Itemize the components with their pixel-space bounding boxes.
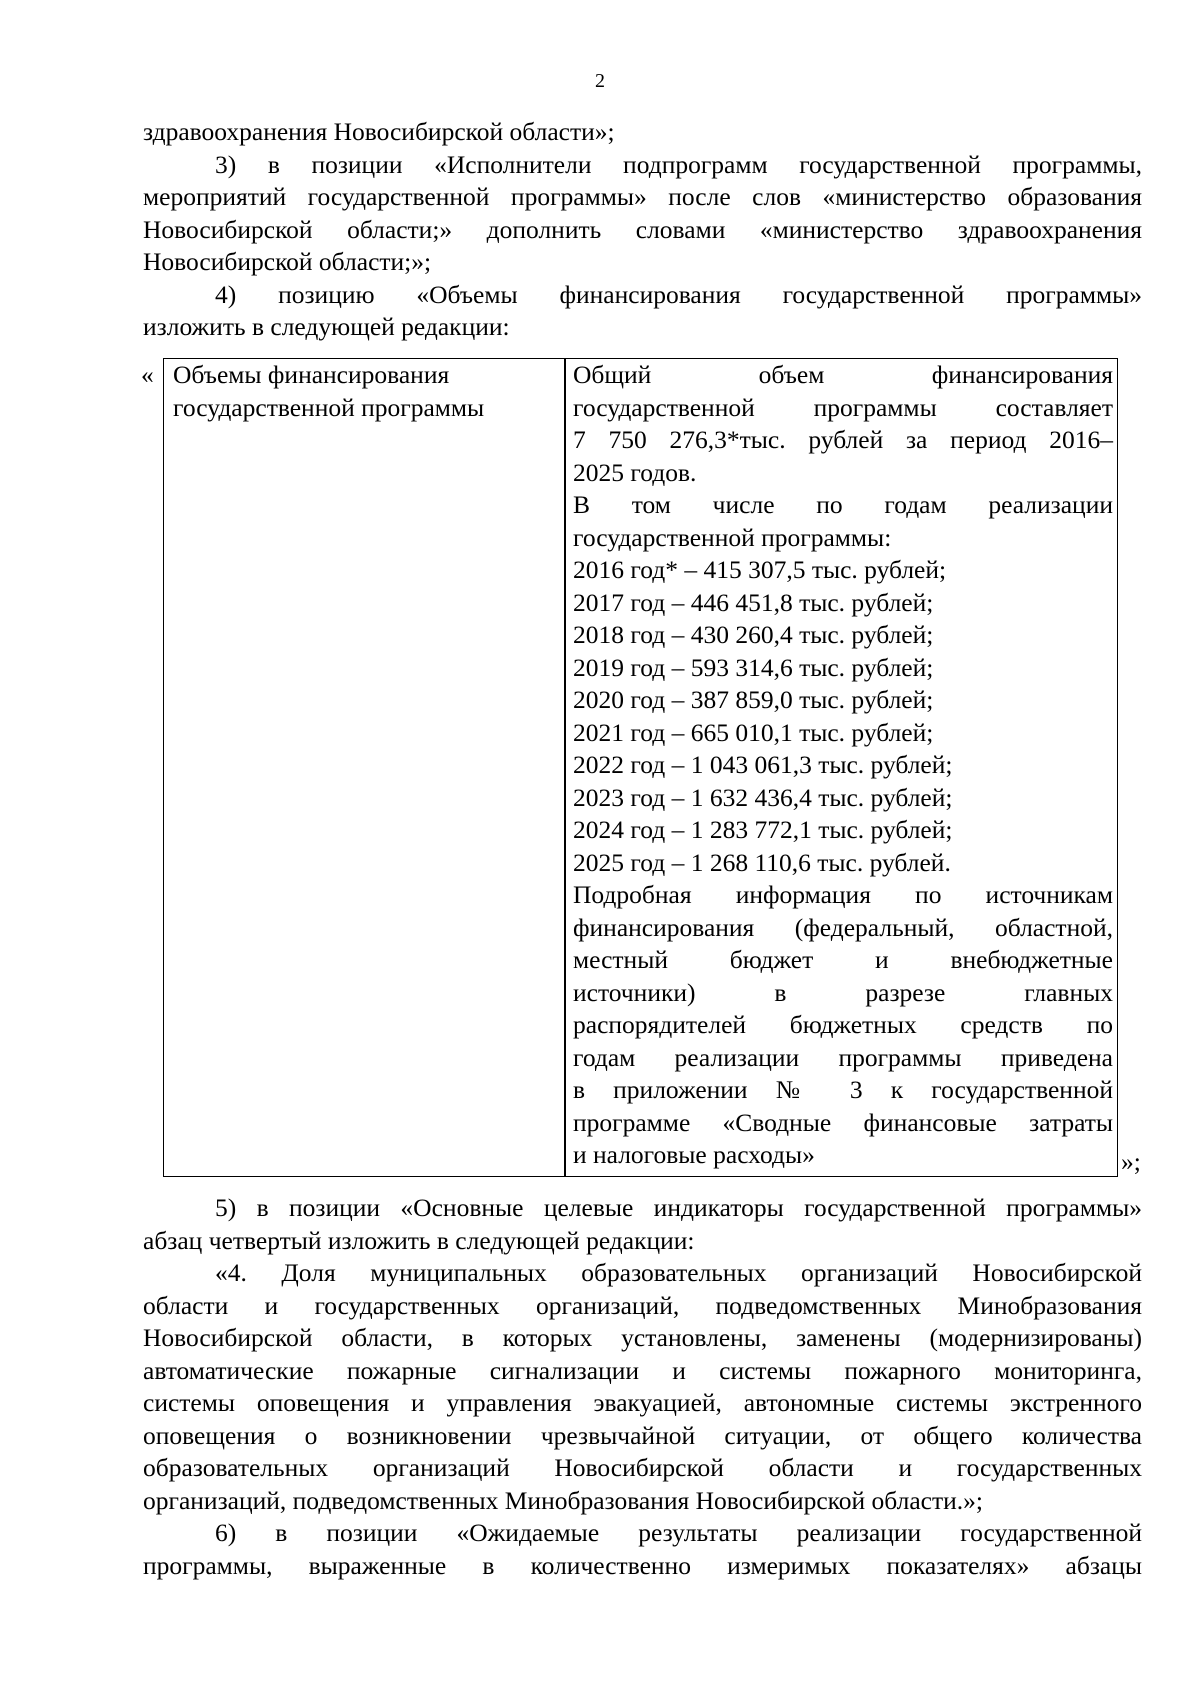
cell-line: государственной программы: [573,522,892,552]
paragraph-line: системы оповещения и управления эвакуацией, автономные системы экстренного [143,1388,1142,1417]
cell-line: Подробная информация по источникам [573,880,1113,909]
paragraph-line: здравоохранения Новосибирской области»; [143,117,615,146]
table-close-quote: »; [1121,1147,1141,1176]
cell-line: источники) в разрезе главных [573,977,1113,1007]
paragraph-line: абзац четвертый изложить в следующей редакции: [143,1225,695,1255]
year-line: 2019 год – 593 314,6 тыс. рублей; [573,652,934,682]
year-line: 2024 год – 1 283 772,1 тыс. рублей; [573,815,953,844]
year-line: 2018 год – 430 260,4 тыс. рублей; [573,620,934,649]
year-line: 2016 год* – 415 307,5 тыс. рублей; [573,555,947,584]
paragraph-line: программы, выраженные в количественно измеримых показателях» абзацы [143,1550,1142,1580]
paragraph-line: Новосибирской области;»; [143,247,432,276]
paragraph-line: «4. Доля муниципальных образовательных организаций Новосибирской [215,1258,1142,1287]
paragraph-line: изложить в следующей редакции: [143,312,510,341]
cell-line: 2025 годов. [573,457,697,487]
table-left-cell [173,359,553,424]
year-line: 2020 год – 387 859,0 тыс. рублей; [573,685,934,714]
paragraph-line: автоматические пожарные сигнализации и системы пожарного мониторинга, [143,1355,1142,1385]
paragraph-line: оповещения о возникновении чрезвычайной ситуации, от общего количества [143,1420,1142,1450]
table-column-divider [564,359,566,1176]
cell-line: годам реализации программы приведена [573,1042,1113,1072]
cell-line: государственной программы [173,392,485,422]
cell-line: и налоговые расходы» [573,1140,815,1169]
paragraph-line: Новосибирской области, в которых установлены, заменены (модернизированы) [143,1323,1142,1352]
cell-line: местный бюджет и внебюджетные [573,945,1113,974]
cell-line: Объемы финансирования [173,360,450,389]
year-line: 2022 год – 1 043 061,3 тыс. рублей; [573,750,953,779]
after-table-section [143,1192,1142,1582]
year-line: 2021 год – 665 010,1 тыс. рублей; [573,717,934,747]
cell-line: финансирования (федеральный, областной, [573,912,1113,942]
cell-line: распорядителей бюджетных средств по [573,1010,1113,1039]
paragraph-line: 5) в позиции «Основные целевые индикаторы государственной программы» [215,1193,1142,1222]
table-right-cell [573,359,1113,1172]
cell-line: программе «Сводные финансовые затраты [573,1107,1113,1137]
paragraph-line: мероприятий государственной программы» после слов «министерство образования [143,182,1142,211]
paragraph-line: 3) в позиции «Исполнители подпрограмм государственной программы, [215,149,1142,179]
cell-line: 7 750 276,3*тыс. рублей за период 2016– [573,425,1113,454]
year-line: 2025 год – 1 268 110,6 тыс. рублей. [573,847,951,877]
paragraph-line: 6) в позиции «Ожидаемые результаты реализации государственной [215,1518,1142,1547]
cell-line: Общий объем финансирования [573,360,1113,389]
table-open-quote: « [141,360,154,389]
cell-line: государственной программы составляет [573,392,1113,422]
page-number: 2 [595,70,605,92]
year-line: 2023 год – 1 632 436,4 тыс. рублей; [573,782,953,812]
paragraph-line: области и государственных организаций, подведомственных Минобразования [143,1290,1142,1320]
intro-section [143,116,1142,344]
paragraph-line: 4) позицию «Объемы финансирования государственной программы» [215,279,1142,309]
paragraph-line: образовательных организаций Новосибирской области и государственных [143,1453,1142,1482]
year-line: 2017 год – 446 451,8 тыс. рублей; [573,587,934,617]
paragraph-line: организаций, подведомственных Минобразования Новосибирской области.»; [143,1485,983,1515]
paragraph-line: Новосибирской области;» дополнить словами «министерство здравоохранения [143,214,1142,244]
cell-line: В том числе по годам реализации [573,490,1113,519]
financing-table [163,358,1118,1177]
cell-line: в приложении № 3 к государственной [573,1075,1113,1104]
